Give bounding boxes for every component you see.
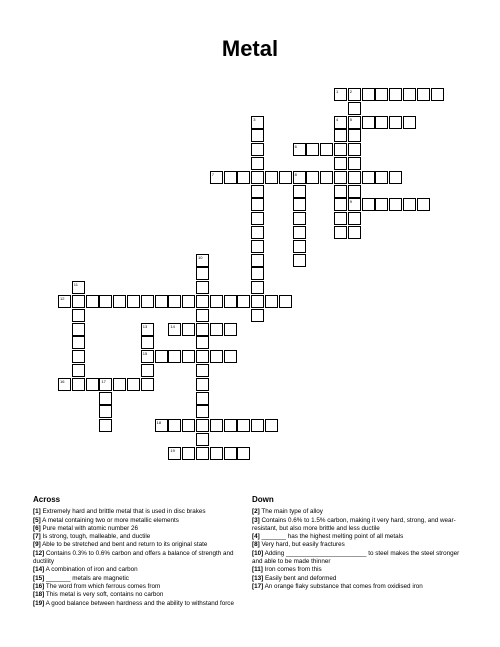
grid-cell[interactable] bbox=[251, 157, 264, 170]
clue-text: A good balance between hardness and the ability to withstand force bbox=[45, 599, 234, 607]
clue-text: _______ has the highest melting point of all metals bbox=[261, 533, 404, 541]
grid-cell[interactable] bbox=[99, 378, 112, 391]
grid-cell[interactable] bbox=[279, 171, 292, 184]
grid-cell[interactable] bbox=[334, 116, 347, 129]
page-title: Metal bbox=[221, 36, 279, 61]
down-clue bbox=[252, 583, 464, 591]
grid-cell[interactable] bbox=[334, 198, 347, 211]
grid-cell[interactable] bbox=[210, 447, 223, 460]
grid-cell[interactable] bbox=[348, 88, 361, 101]
clue-text: Contains 0.3% to 0.6% carbon and offers a balance of strength and ductility bbox=[33, 549, 234, 566]
clue-text: A metal containing two or more metallic elements bbox=[42, 516, 179, 524]
grid-cell[interactable] bbox=[334, 212, 347, 225]
grid-cell[interactable] bbox=[251, 309, 264, 322]
grid-cell[interactable] bbox=[265, 295, 278, 308]
grid-cell[interactable] bbox=[224, 350, 237, 363]
clue-number-label: 7 bbox=[211, 171, 215, 177]
grid-cell[interactable] bbox=[224, 419, 237, 432]
clue-number: [13] bbox=[252, 574, 264, 582]
down-clue bbox=[252, 508, 464, 516]
clue-text: This metal is very soft, contains no carbon bbox=[45, 591, 164, 599]
grid-cell[interactable] bbox=[293, 212, 306, 225]
grid-cell[interactable] bbox=[251, 254, 264, 267]
grid-cell[interactable] bbox=[389, 88, 402, 101]
across-clue bbox=[33, 525, 248, 533]
clue-text: Adding _______________________ to steel makes the steel stronger and able to be made thinner bbox=[252, 549, 460, 566]
grid-cell[interactable] bbox=[58, 378, 71, 391]
grid-cell[interactable] bbox=[306, 171, 319, 184]
grid-cell[interactable] bbox=[293, 171, 306, 184]
clue-number: [16] bbox=[33, 582, 45, 590]
clue-number-label: 15 bbox=[142, 351, 148, 357]
grid-cell[interactable] bbox=[293, 226, 306, 239]
clue-number: [4] bbox=[252, 533, 260, 541]
grid-cell[interactable] bbox=[334, 129, 347, 142]
clue-number-label: 12 bbox=[60, 296, 65, 301]
grid-cell[interactable] bbox=[141, 350, 154, 363]
grid-cell[interactable] bbox=[141, 336, 154, 349]
clue-number: [14] bbox=[33, 566, 45, 574]
clue-text: Extremely hard and brittle metal that is used in disc brakes bbox=[42, 508, 206, 516]
grid-cell[interactable] bbox=[293, 254, 306, 267]
down-clue bbox=[252, 566, 464, 574]
grid-cell[interactable] bbox=[196, 405, 209, 418]
grid-cell[interactable] bbox=[348, 102, 361, 115]
clue-number-label: 3 bbox=[253, 116, 256, 122]
clue-number-label: 8 bbox=[294, 171, 297, 177]
clue-number: [11] bbox=[252, 566, 263, 574]
grid-cell[interactable] bbox=[196, 378, 209, 391]
across-clue bbox=[33, 517, 248, 525]
grid-cell[interactable] bbox=[196, 323, 209, 336]
grid-cell[interactable] bbox=[251, 226, 264, 239]
grid-cell[interactable] bbox=[182, 447, 195, 460]
grid-cell[interactable] bbox=[210, 350, 223, 363]
clue-number: [15] bbox=[33, 574, 45, 582]
grid-cell[interactable] bbox=[417, 88, 430, 101]
grid-cell[interactable] bbox=[293, 185, 306, 198]
grid-cell[interactable] bbox=[375, 116, 388, 129]
across-clue bbox=[33, 550, 248, 567]
grid-cell[interactable] bbox=[375, 198, 388, 211]
grid-cell[interactable] bbox=[348, 171, 361, 184]
grid-cell[interactable] bbox=[320, 143, 333, 156]
grid-cell[interactable] bbox=[334, 185, 347, 198]
grid-cell[interactable] bbox=[168, 419, 181, 432]
clue-number: [12] bbox=[33, 549, 45, 557]
clue-number-label: 13 bbox=[142, 323, 148, 329]
grid-cell[interactable] bbox=[99, 392, 112, 405]
clue-text: The word from which ferrous comes from bbox=[45, 582, 161, 590]
clue-text: A combination of iron and carbon bbox=[45, 566, 138, 574]
clue-number: [9] bbox=[33, 541, 41, 549]
clue-number-label: 4 bbox=[336, 116, 339, 122]
across-clues bbox=[33, 496, 248, 608]
grid-cell[interactable] bbox=[86, 295, 99, 308]
grid-cell[interactable] bbox=[237, 447, 250, 460]
grid-cell[interactable] bbox=[348, 185, 361, 198]
grid-cell[interactable] bbox=[196, 433, 209, 446]
grid-cell[interactable] bbox=[168, 295, 181, 308]
grid-cell[interactable] bbox=[196, 392, 209, 405]
clue-number-label: 5 bbox=[349, 116, 353, 122]
grid-cell[interactable] bbox=[403, 198, 416, 211]
grid-cell[interactable] bbox=[72, 364, 85, 377]
grid-cell[interactable] bbox=[224, 171, 237, 184]
grid-cell[interactable] bbox=[196, 295, 209, 308]
grid-cell[interactable] bbox=[334, 157, 347, 170]
grid-cell[interactable] bbox=[403, 116, 416, 129]
clue-text: Contains 0.6% to 1.5% carbon, making it very hard, strong, and wear-resistant, but also more brittle and less ductile bbox=[252, 516, 456, 532]
grid-cell[interactable] bbox=[72, 378, 85, 391]
grid-cell[interactable] bbox=[196, 350, 209, 363]
grid-cell[interactable] bbox=[403, 88, 416, 101]
grid-cell[interactable] bbox=[168, 350, 181, 363]
grid-cell[interactable] bbox=[293, 143, 306, 156]
grid-cell[interactable] bbox=[86, 378, 99, 391]
grid-cell[interactable] bbox=[224, 295, 237, 308]
grid-cell[interactable] bbox=[251, 171, 264, 184]
grid-cell[interactable] bbox=[348, 129, 361, 142]
grid-cell[interactable] bbox=[265, 419, 278, 432]
grid-cell[interactable] bbox=[334, 143, 347, 156]
grid-cell[interactable] bbox=[251, 281, 264, 294]
grid-cell[interactable] bbox=[72, 309, 85, 322]
grid-cell[interactable] bbox=[334, 171, 347, 184]
grid-cell[interactable] bbox=[99, 419, 112, 432]
clue-text: An orange flaky substance that comes from oxidised iron bbox=[264, 582, 423, 590]
clue-number-label: 9 bbox=[349, 199, 353, 205]
clue-text: Able to be stretched and bent and return to its original state bbox=[42, 541, 208, 549]
grid-cell[interactable] bbox=[375, 88, 388, 101]
clue-text: Iron comes from this bbox=[264, 566, 322, 574]
clue-text: Easily bent and deformed bbox=[264, 574, 337, 582]
across-clue bbox=[33, 508, 248, 516]
clue-number: [2] bbox=[252, 508, 260, 516]
grid-cell[interactable] bbox=[306, 143, 319, 156]
down-clue bbox=[252, 533, 464, 541]
clue-number-label: 17 bbox=[101, 378, 106, 384]
clue-number: [18] bbox=[33, 591, 45, 599]
grid-cell[interactable] bbox=[279, 295, 292, 308]
across-clue bbox=[33, 600, 248, 608]
across-clue bbox=[33, 575, 248, 583]
clue-number-label: 11 bbox=[73, 282, 78, 288]
clue-number: [10] bbox=[252, 549, 264, 557]
clue-number: [8] bbox=[252, 541, 260, 549]
grid-cell[interactable] bbox=[251, 419, 264, 432]
clue-text: Very hard, but easily fractures bbox=[261, 541, 345, 549]
clue-number-label: 16 bbox=[60, 378, 65, 384]
grid-cell[interactable] bbox=[72, 323, 85, 336]
grid-cell[interactable] bbox=[334, 88, 347, 101]
grid-cell[interactable] bbox=[251, 129, 264, 142]
clue-number-label: 14 bbox=[170, 323, 175, 329]
grid-cell[interactable] bbox=[251, 240, 264, 253]
grid-cell[interactable] bbox=[237, 419, 250, 432]
grid-cell[interactable] bbox=[375, 171, 388, 184]
clue-number-label: 10 bbox=[198, 254, 203, 260]
clue-number-label: 19 bbox=[170, 447, 175, 453]
clue-number-label: 2 bbox=[349, 89, 353, 94]
grid-cell[interactable] bbox=[293, 198, 306, 211]
grid-cell[interactable] bbox=[348, 198, 361, 211]
grid-cell[interactable] bbox=[196, 447, 209, 460]
grid-cell[interactable] bbox=[141, 323, 154, 336]
grid-cell[interactable] bbox=[168, 323, 181, 336]
grid-cell[interactable] bbox=[389, 116, 402, 129]
grid-cell[interactable] bbox=[196, 254, 209, 267]
across-heading: Across bbox=[33, 495, 61, 504]
down-clue bbox=[252, 517, 464, 534]
across-clue bbox=[33, 566, 248, 574]
across-clue bbox=[33, 533, 248, 541]
grid-cell[interactable] bbox=[224, 447, 237, 460]
grid-cell[interactable] bbox=[72, 336, 85, 349]
grid-cell[interactable] bbox=[210, 171, 223, 184]
grid-cell[interactable] bbox=[320, 171, 333, 184]
grid-cell[interactable] bbox=[417, 198, 430, 211]
grid-cell[interactable] bbox=[251, 212, 264, 225]
grid-cell[interactable] bbox=[251, 295, 264, 308]
grid-cell[interactable] bbox=[182, 295, 195, 308]
grid-cell[interactable] bbox=[348, 226, 361, 239]
grid-cell[interactable] bbox=[362, 116, 375, 129]
grid-cell[interactable] bbox=[348, 157, 361, 170]
clue-text: _______ metals are magnetic bbox=[45, 574, 129, 582]
clue-text: The main type of alloy bbox=[261, 508, 323, 516]
clue-number: [17] bbox=[252, 582, 264, 590]
grid-cell[interactable] bbox=[362, 198, 375, 211]
grid-cell[interactable] bbox=[237, 295, 250, 308]
clue-text: Is strong, tough, malleable, and ductile bbox=[42, 533, 151, 541]
grid-cell[interactable] bbox=[224, 323, 237, 336]
clue-number-label: 1 bbox=[336, 89, 339, 94]
grid-cell[interactable] bbox=[348, 116, 361, 129]
grid-cell[interactable] bbox=[155, 350, 168, 363]
grid-cell[interactable] bbox=[389, 171, 402, 184]
grid-cell[interactable] bbox=[141, 378, 154, 391]
grid-cell[interactable] bbox=[168, 447, 181, 460]
grid-cell[interactable] bbox=[141, 295, 154, 308]
grid-cell[interactable] bbox=[155, 419, 168, 432]
grid-cell[interactable] bbox=[182, 350, 195, 363]
clue-number-label: 18 bbox=[156, 420, 162, 426]
grid-cell[interactable] bbox=[99, 295, 112, 308]
grid-cell[interactable] bbox=[196, 336, 209, 349]
grid-cell[interactable] bbox=[182, 419, 195, 432]
grid-cell[interactable] bbox=[251, 267, 264, 280]
clue-number: [6] bbox=[33, 524, 41, 532]
grid-cell[interactable] bbox=[113, 295, 126, 308]
grid-cell[interactable] bbox=[362, 171, 375, 184]
across-clue bbox=[33, 583, 248, 591]
across-clue bbox=[33, 541, 248, 549]
clue-number: [5] bbox=[33, 516, 41, 524]
down-clue bbox=[252, 575, 464, 583]
down-clues bbox=[252, 496, 464, 591]
clue-text: Pure metal with atomic number 26 bbox=[42, 524, 138, 532]
grid-cell[interactable] bbox=[210, 323, 223, 336]
grid-cell[interactable] bbox=[127, 295, 140, 308]
across-clue bbox=[33, 591, 248, 599]
grid-cell[interactable] bbox=[196, 419, 209, 432]
grid-cell[interactable] bbox=[99, 405, 112, 418]
grid-cell[interactable] bbox=[348, 212, 361, 225]
grid-cell[interactable] bbox=[72, 350, 85, 363]
grid-cell[interactable] bbox=[127, 378, 140, 391]
grid-cell[interactable] bbox=[196, 267, 209, 280]
clue-number: [7] bbox=[33, 533, 41, 541]
grid-cell[interactable] bbox=[196, 309, 209, 322]
grid-cell[interactable] bbox=[348, 143, 361, 156]
grid-cell[interactable] bbox=[72, 281, 85, 294]
grid-cell[interactable] bbox=[210, 295, 223, 308]
grid-cell[interactable] bbox=[362, 88, 375, 101]
down-heading: Down bbox=[252, 495, 274, 504]
grid-cell[interactable] bbox=[155, 295, 168, 308]
grid-cell[interactable] bbox=[58, 295, 71, 308]
grid-cell[interactable] bbox=[196, 364, 209, 377]
down-clue bbox=[252, 541, 464, 549]
grid-cell[interactable] bbox=[389, 198, 402, 211]
grid-cell[interactable] bbox=[265, 171, 278, 184]
clue-number-label: 6 bbox=[294, 144, 297, 150]
grid-cell[interactable] bbox=[293, 240, 306, 253]
clue-number: [3] bbox=[252, 516, 260, 524]
grid-cell[interactable] bbox=[141, 364, 154, 377]
clue-number: [1] bbox=[33, 508, 41, 516]
grid-cell[interactable] bbox=[251, 198, 264, 211]
grid-cell[interactable] bbox=[251, 116, 264, 129]
grid-cell[interactable] bbox=[210, 419, 223, 432]
down-clue bbox=[252, 550, 464, 567]
clue-number: [19] bbox=[33, 599, 45, 607]
grid-cell[interactable] bbox=[251, 143, 264, 156]
grid-cell[interactable] bbox=[431, 88, 444, 101]
grid-cell[interactable] bbox=[237, 171, 250, 184]
grid-cell[interactable] bbox=[113, 378, 126, 391]
grid-cell[interactable] bbox=[72, 295, 85, 308]
grid-cell[interactable] bbox=[251, 185, 264, 198]
grid-cell[interactable] bbox=[334, 226, 347, 239]
grid-cell[interactable] bbox=[196, 281, 209, 294]
grid-cell[interactable] bbox=[182, 323, 195, 336]
